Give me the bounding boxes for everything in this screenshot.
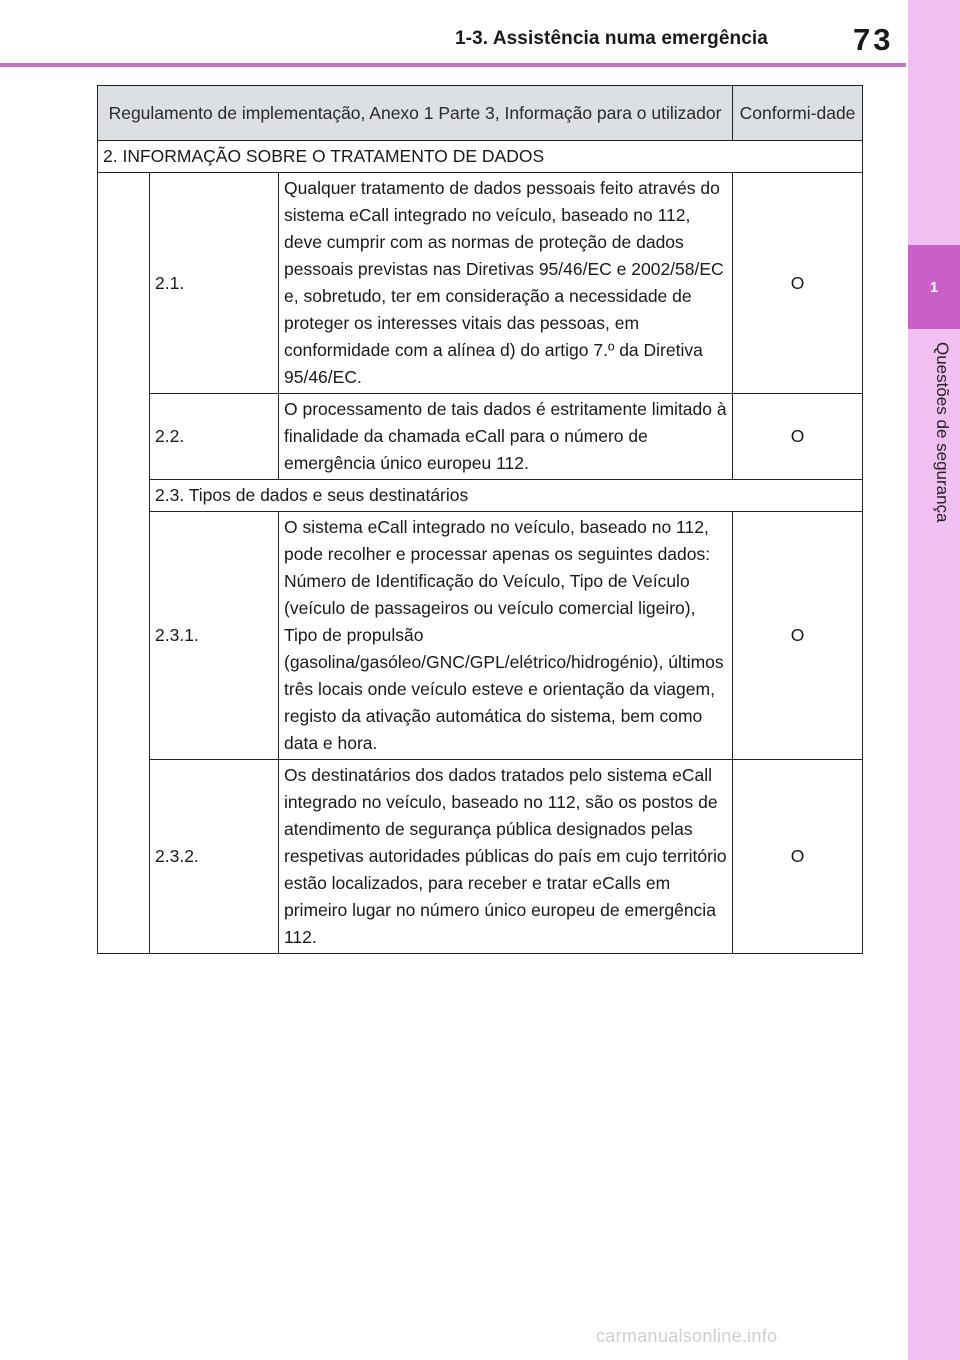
header-divider [0,63,906,67]
table-row [98,394,863,480]
regulation-table [97,85,863,954]
table-row [98,512,863,760]
table-header-row [98,86,863,141]
section-heading: 2. INFORMAÇÃO SOBRE O TRATAMENTO DE DADOS [98,141,863,173]
chapter-number-tab[interactable] [908,245,960,329]
watermark: carmanualsonline.info [596,1326,778,1346]
row-conformity: O [733,512,863,760]
row-number: 2.3.1. [150,512,279,760]
header-conformity-column: Conformi-dade [733,86,863,141]
row-number: 2.1. [150,173,279,394]
row-conformity: O [733,394,863,480]
row-text: O sistema eCall integrado no veículo, baseado no 112, pode recolher e processar apenas os seguintes dados: Número de Identificação do Veículo, Tipo de Veículo (veículo de passageiros ou veículo comercial ligeiro), Tipo de propulsão (gasolina/gasóleo/GNC/GPL/elétrico/hidrogénio), últimos três locais onde veículo esteve e orientação da viagem, registo da ativação automática do sistema, bem como data e hora. [279,512,733,760]
chapter-number: 1 [929,278,939,296]
table-row [98,760,863,954]
subsection-heading-row [98,480,863,512]
row-conformity: O [733,173,863,394]
row-conformity: O [733,760,863,954]
row-number: 2.3.2. [150,760,279,954]
chapter-tab-strip [908,0,960,1360]
row-text: O processamento de tais dados é estritamente limitado à finalidade da chamada eCall para o número de emergência único europeu 112. [279,394,733,480]
chapter-title: Questões de segurança [933,342,952,523]
section-heading-row [98,141,863,173]
row-text: Os destinatários dos dados tratados pelo sistema eCall integrado no veículo, baseado no 112, são os postos de atendimento de segurança pública designados pelas respetivas autoridades públicas do país em cujo território estão localizados, para receber e tratar eCalls em primeiro lugar no número único europeu de emergência 112. [279,760,733,954]
subsection-heading: 2.3. Tipos de dados e seus destinatários [150,480,863,512]
table-row [98,173,863,394]
indent-cell [98,173,150,954]
page-number: 73 [853,22,894,57]
section-title: 1-3. Assistência numa emergência [455,28,768,49]
row-text: Qualquer tratamento de dados pessoais feito através do sistema eCall integrado no veículo, baseado no 112, deve cumprir com as normas de proteção de dados pessoais previstas nas Diretivas 95/46/EC e 2002/58/EC e, sobretudo, ter em consideração a necessidade de proteger os interesses vitais das pessoas, em conformidade com a alínea d) do artigo 7.º da Diretiva 95/46/EC. [279,173,733,394]
row-number: 2.2. [150,394,279,480]
header-info-column: Regulamento de implementação, Anexo 1 Parte 3, Informação para o utilizador [98,86,733,141]
